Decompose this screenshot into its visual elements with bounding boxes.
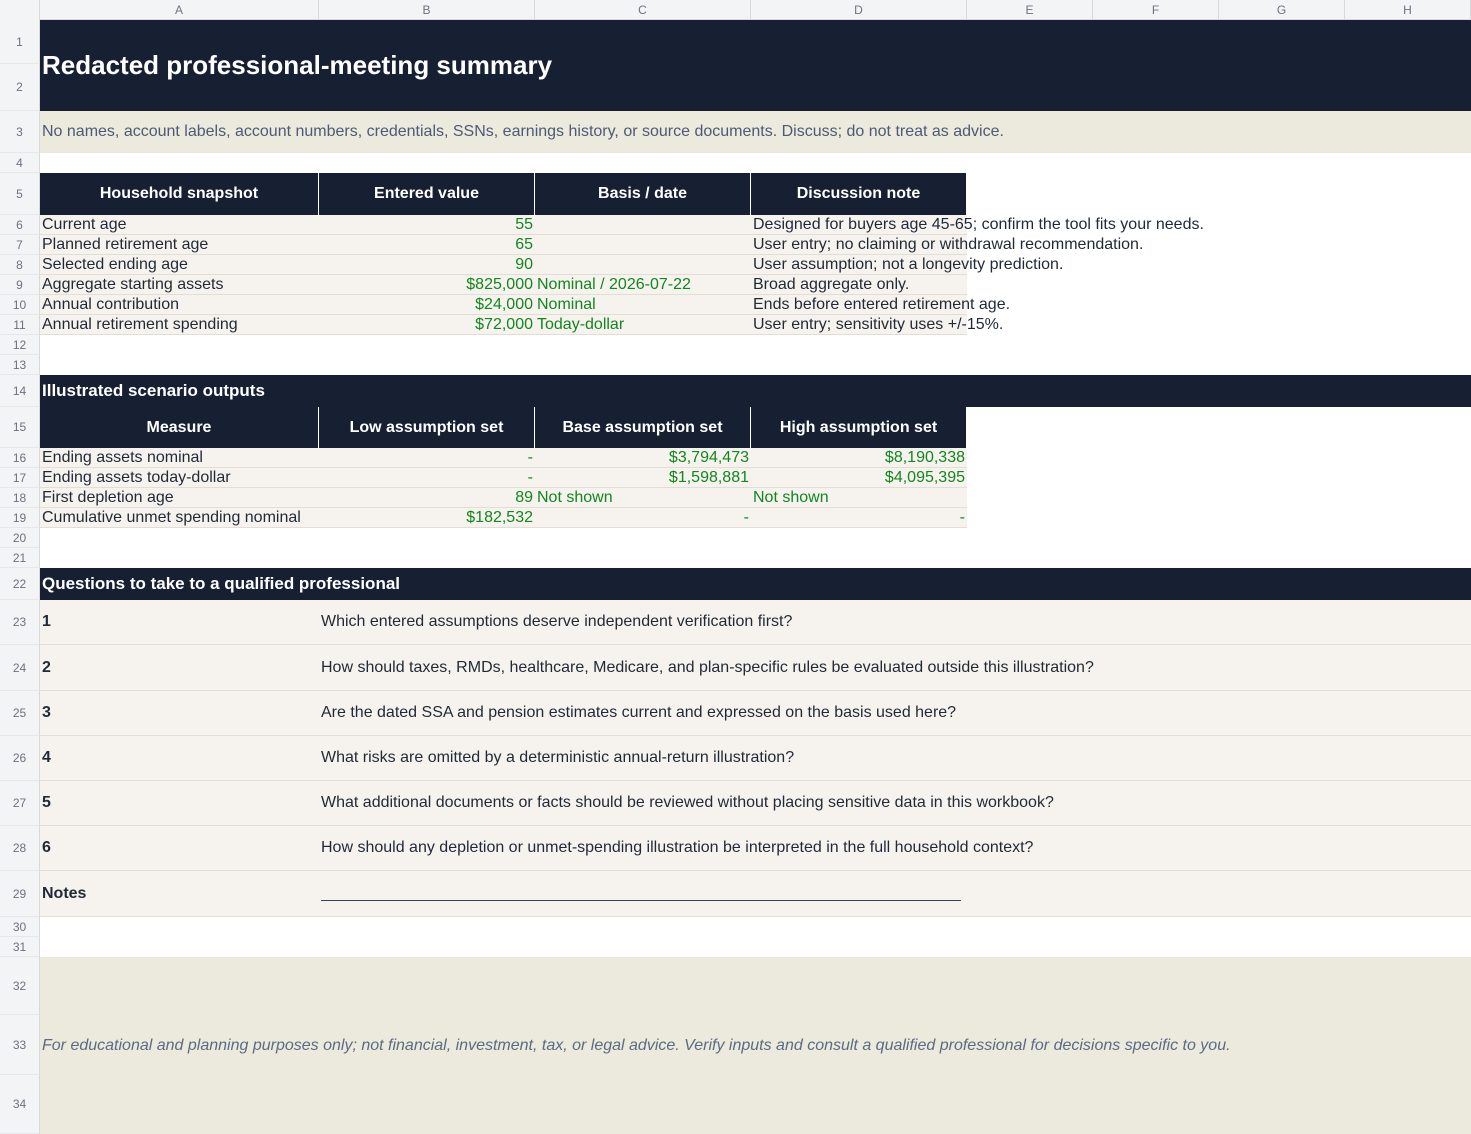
row-header[interactable]: 31 [0, 937, 40, 957]
snapshot-value-cell[interactable]: 55 [319, 215, 535, 235]
row-header[interactable]: 18 [0, 488, 40, 508]
row-header[interactable]: 30 [0, 917, 40, 937]
snapshot-note-cell[interactable]: Broad aggregate only. [751, 275, 967, 295]
snapshot-value-cell[interactable]: 65 [319, 235, 535, 255]
row-header[interactable]: 10 [0, 295, 40, 315]
snapshot-label-cell[interactable]: Annual retirement spending [40, 315, 319, 335]
subtitle-text: No names, account labels, account numbers, credentials, SSNs, earnings history, or source documents. Discuss; do not treat as advice. [42, 123, 1004, 140]
row-header[interactable]: 9 [0, 275, 40, 295]
snapshot-basis-cell[interactable] [535, 215, 751, 235]
question-text: What risks are omitted by a deterministic annual-return illustration? [321, 749, 795, 766]
scenario-high-cell[interactable]: $4,095,395 [751, 468, 967, 488]
question-text: Are the dated SSA and pension estimates current and expressed on the basis used here? [321, 704, 957, 721]
question-text: What additional documents or facts should be reviewed without placing sensitive data in this workbook? [321, 794, 1054, 811]
question-row[interactable] [40, 645, 1471, 691]
scenario-measure-cell[interactable]: Ending assets today-dollar [40, 468, 319, 488]
scenario-header-base[interactable]: Base assumption set [535, 407, 751, 448]
snapshot-header-basis[interactable]: Basis / date [535, 173, 751, 215]
column-header-b[interactable]: B [319, 0, 535, 20]
questions-section-title [40, 568, 1471, 600]
snapshot-basis-cell[interactable] [535, 255, 751, 275]
select-all-corner[interactable] [0, 0, 40, 20]
row-header[interactable]: 29 [0, 871, 40, 917]
snapshot-value-cell[interactable]: $825,000 [319, 275, 535, 295]
snapshot-basis-cell[interactable] [535, 235, 751, 255]
column-header-f[interactable]: F [1093, 0, 1219, 20]
question-row[interactable] [40, 736, 1471, 781]
question-number: 4 [42, 749, 51, 766]
column-header-h[interactable]: H [1345, 0, 1471, 20]
snapshot-basis-cell[interactable]: Nominal [535, 295, 751, 315]
scenario-high-cell[interactable]: Not shown [751, 488, 967, 508]
snapshot-note-cell[interactable]: Designed for buyers age 45-65; confirm the tool fits your needs. [751, 215, 967, 235]
row-header[interactable]: 24 [0, 645, 40, 691]
row-header[interactable]: 26 [0, 736, 40, 781]
snapshot-value-cell[interactable]: 90 [319, 255, 535, 275]
row-header[interactable]: 5 [0, 173, 40, 215]
scenario-low-cell[interactable]: $182,532 [319, 508, 535, 528]
question-row[interactable] [40, 691, 1471, 736]
column-header-e[interactable]: E [967, 0, 1093, 20]
question-number: 3 [42, 704, 51, 721]
row-header[interactable]: 23 [0, 600, 40, 645]
page-title-text: Redacted professional-meeting summary [42, 50, 553, 80]
disclaimer-block [40, 957, 1471, 1134]
disclaimer-text: For educational and planning purposes only; not financial, investment, tax, or legal advice. Verify inputs and consult a qualified professional for decisions specific to you. [42, 1037, 1231, 1054]
scenario-high-cell[interactable]: - [751, 508, 967, 528]
snapshot-label-cell[interactable]: Aggregate starting assets [40, 275, 319, 295]
snapshot-label-cell[interactable]: Planned retirement age [40, 235, 319, 255]
row-header[interactable]: 1 [0, 20, 40, 64]
row-header[interactable]: 28 [0, 826, 40, 871]
row-header[interactable]: 12 [0, 335, 40, 355]
snapshot-value-cell[interactable]: $72,000 [319, 315, 535, 335]
snapshot-label-cell[interactable]: Current age [40, 215, 319, 235]
scenario-measure-cell[interactable]: Ending assets nominal [40, 448, 319, 468]
row-header[interactable]: 34 [0, 1075, 40, 1134]
snapshot-basis-cell[interactable]: Today-dollar [535, 315, 751, 335]
snapshot-note-cell[interactable]: User entry; no claiming or withdrawal recommendation. [751, 235, 967, 255]
row-header[interactable]: 20 [0, 528, 40, 548]
row-header[interactable]: 21 [0, 548, 40, 568]
snapshot-label-cell[interactable]: Selected ending age [40, 255, 319, 275]
question-text: How should taxes, RMDs, healthcare, Medicare, and plan-specific rules be evaluated outside this illustration? [321, 658, 1094, 676]
row-header[interactable]: 16 [0, 448, 40, 468]
snapshot-header-household[interactable]: Household snapshot [40, 173, 319, 215]
scenario-header-low[interactable]: Low assumption set [319, 407, 535, 448]
snapshot-header-note[interactable]: Discussion note [751, 173, 967, 215]
page-title [40, 20, 1471, 111]
row-header[interactable]: 25 [0, 691, 40, 736]
row-header[interactable]: 15 [0, 407, 40, 448]
scenario-section-title-text: Illustrated scenario outputs [42, 381, 265, 400]
snapshot-header-value[interactable]: Entered value [319, 173, 535, 215]
row-header[interactable]: 11 [0, 315, 40, 335]
row-header[interactable]: 19 [0, 508, 40, 528]
notes-line[interactable] [321, 900, 961, 901]
scenario-measure-cell[interactable]: Cumulative unmet spending nominal [40, 508, 319, 528]
row-header[interactable]: 2 [0, 64, 40, 111]
question-row[interactable] [40, 600, 1471, 645]
row-header[interactable]: 33 [0, 1015, 40, 1075]
column-header-a[interactable]: A [40, 0, 319, 20]
row-header[interactable]: 27 [0, 781, 40, 826]
scenario-section-title [40, 375, 1471, 407]
scenario-measure-cell[interactable]: First depletion age [40, 488, 319, 508]
notes-label: Notes [42, 884, 87, 902]
questions-section-title-text: Questions to take to a qualified professional [42, 574, 401, 593]
column-header-bar [0, 0, 1471, 20]
row-header[interactable]: 8 [0, 255, 40, 275]
row-header[interactable]: 14 [0, 375, 40, 407]
snapshot-note-cell[interactable]: Ends before entered retirement age. [751, 295, 967, 315]
column-header-g[interactable]: G [1219, 0, 1345, 20]
question-number: 2 [42, 658, 51, 676]
question-row[interactable] [40, 781, 1471, 826]
scenario-low-cell[interactable]: 89 [319, 488, 535, 508]
row-header[interactable]: 17 [0, 468, 40, 488]
question-number: 6 [42, 839, 51, 856]
question-number: 1 [42, 613, 51, 630]
scenario-low-cell[interactable]: - [319, 468, 535, 488]
question-text: Which entered assumptions deserve independent verification first? [321, 613, 793, 630]
snapshot-basis-cell[interactable]: Nominal / 2026-07-22 [535, 275, 751, 295]
row-header[interactable]: 3 [0, 111, 40, 153]
column-header-d[interactable]: D [751, 0, 967, 20]
snapshot-value-cell[interactable]: $24,000 [319, 295, 535, 315]
scenario-header-high[interactable]: High assumption set [751, 407, 967, 448]
question-row[interactable] [40, 826, 1471, 871]
scenario-low-cell[interactable]: - [319, 448, 535, 468]
row-header[interactable]: 32 [0, 957, 40, 1015]
scenario-base-cell[interactable]: Not shown [535, 488, 751, 508]
scenario-base-cell[interactable]: $1,598,881 [535, 468, 751, 488]
scenario-base-cell[interactable]: - [535, 508, 751, 528]
snapshot-label-cell[interactable]: Annual contribution [40, 295, 319, 315]
row-header[interactable]: 7 [0, 235, 40, 255]
row-header[interactable]: 13 [0, 355, 40, 375]
scenario-base-cell[interactable]: $3,794,473 [535, 448, 751, 468]
scenario-high-cell[interactable]: $8,190,338 [751, 448, 967, 468]
row-header[interactable]: 6 [0, 215, 40, 235]
question-text: How should any depletion or unmet-spending illustration be interpreted in the full household context? [321, 839, 1034, 856]
question-number: 5 [42, 794, 51, 811]
scenario-header-measure[interactable]: Measure [40, 407, 319, 448]
row-header[interactable]: 4 [0, 153, 40, 173]
snapshot-note-cell[interactable]: User assumption; not a longevity prediction. [751, 255, 967, 275]
notes-row[interactable] [40, 871, 1471, 917]
row-header[interactable]: 22 [0, 568, 40, 600]
column-header-c[interactable]: C [535, 0, 751, 20]
subtitle-banner [40, 111, 1471, 153]
snapshot-note-cell[interactable]: User entry; sensitivity uses +/-15%. [751, 315, 967, 335]
